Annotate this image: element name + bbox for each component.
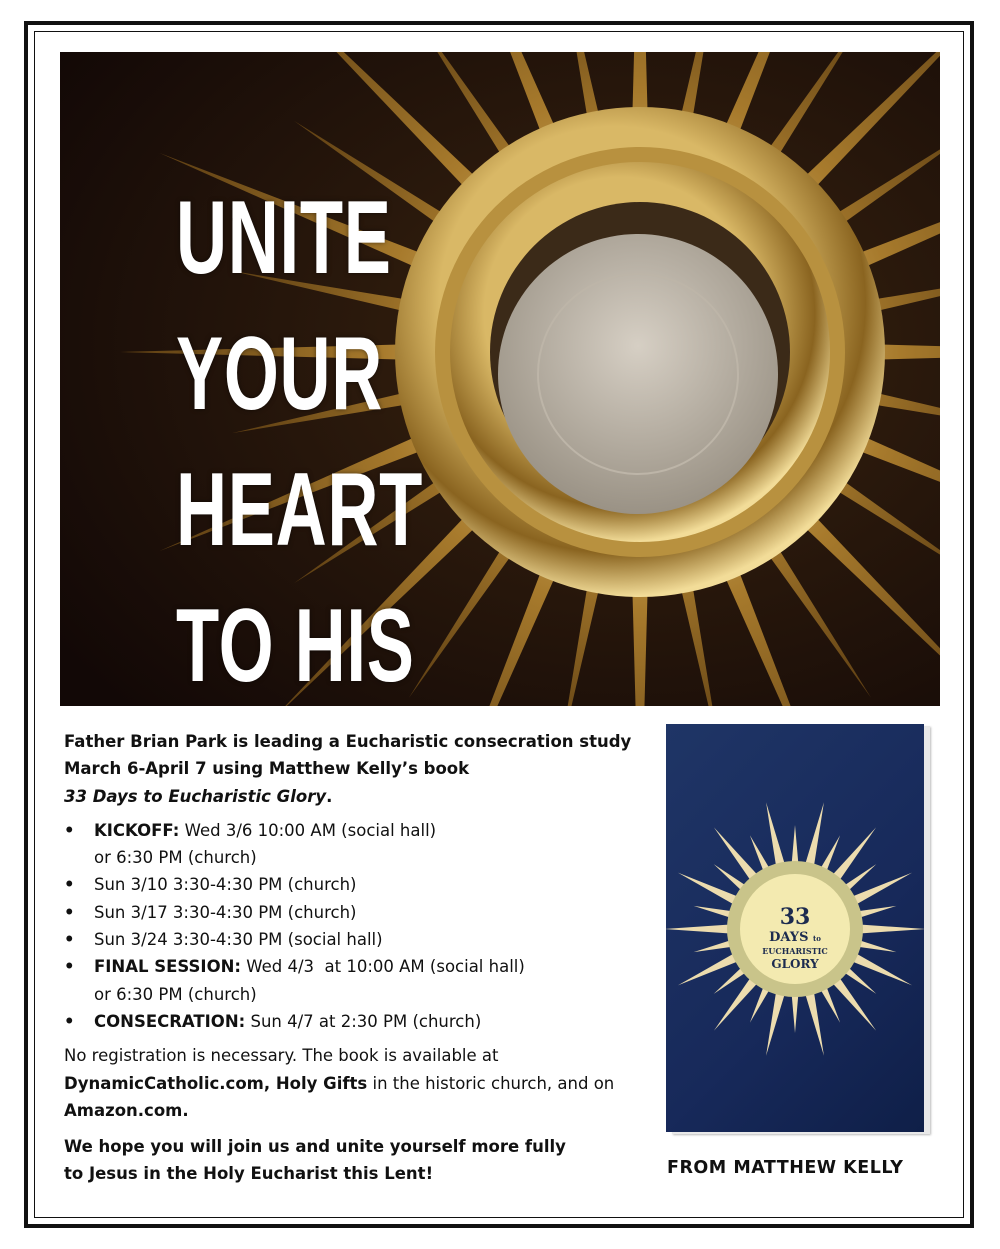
book-number: 33 <box>779 904 811 930</box>
schedule-item <box>64 817 654 872</box>
headline-line: TO HIS <box>176 588 415 704</box>
availability-amazon: Amazon.com. <box>64 1100 189 1120</box>
item-text: Sun 3/10 3:30-4:30 PM (church) <box>94 875 357 895</box>
item-text: Sun 3/24 3:30-4:30 PM (social hall) <box>94 930 383 950</box>
item-text: Sun 3/17 3:30-4:30 PM (church) <box>94 902 357 922</box>
item-label: FINAL SESSION: <box>94 957 242 977</box>
book-caption: FROM MATTHEW KELLY <box>667 1158 904 1178</box>
availability-text: No registration is necessary. The book is available at <box>64 1046 499 1066</box>
intro-text: Father Brian Park is leading a Eucharistic consecration study March 6-April 7 using Matthew Kelly’s book <box>64 732 632 779</box>
item-cont: or 6:30 PM (church) <box>94 848 257 868</box>
schedule-item <box>64 1008 654 1035</box>
schedule-item <box>64 953 654 1008</box>
book-to: to <box>813 934 821 943</box>
schedule-item <box>64 871 654 898</box>
book-glory: GLORY <box>771 957 819 971</box>
item-label: CONSECRATION: <box>94 1011 246 1031</box>
intro-paragraph <box>64 728 654 810</box>
availability-paragraph <box>64 1042 654 1124</box>
headline-line: UNITE <box>176 180 392 296</box>
schedule-item <box>64 926 654 953</box>
headline-line: YOUR <box>176 316 384 432</box>
schedule-list <box>64 817 654 1035</box>
body-text <box>64 728 654 1188</box>
book-days: DAYS <box>769 930 809 945</box>
headline <box>176 170 423 706</box>
item-text: Wed 4/3 at 10:00 AM (social hall) <box>241 957 525 977</box>
intro-end: . <box>326 786 333 806</box>
item-text: Wed 3/6 10:00 AM (social hall) <box>179 820 437 840</box>
item-cont: or 6:30 PM (church) <box>94 984 257 1004</box>
closing-paragraph: We hope you will join us and unite yourself more fully to Jesus in the Holy Eucharist this Lent! <box>64 1137 566 1184</box>
availability-text: in the historic church, and on <box>367 1073 615 1093</box>
monstrance-photo <box>60 52 940 706</box>
book-cover <box>666 724 924 1132</box>
schedule-item <box>64 899 654 926</box>
headline-line: HEART <box>176 452 423 568</box>
book-title: 33 Days to Eucharistic Glory <box>64 786 327 806</box>
item-label: KICKOFF: <box>94 820 180 840</box>
item-text: Sun 4/7 at 2:30 PM (church) <box>245 1011 482 1031</box>
availability-stores: DynamicCatholic.com, Holy Gifts <box>64 1073 368 1093</box>
book-eucharistic: EUCHARISTIC <box>762 946 828 956</box>
